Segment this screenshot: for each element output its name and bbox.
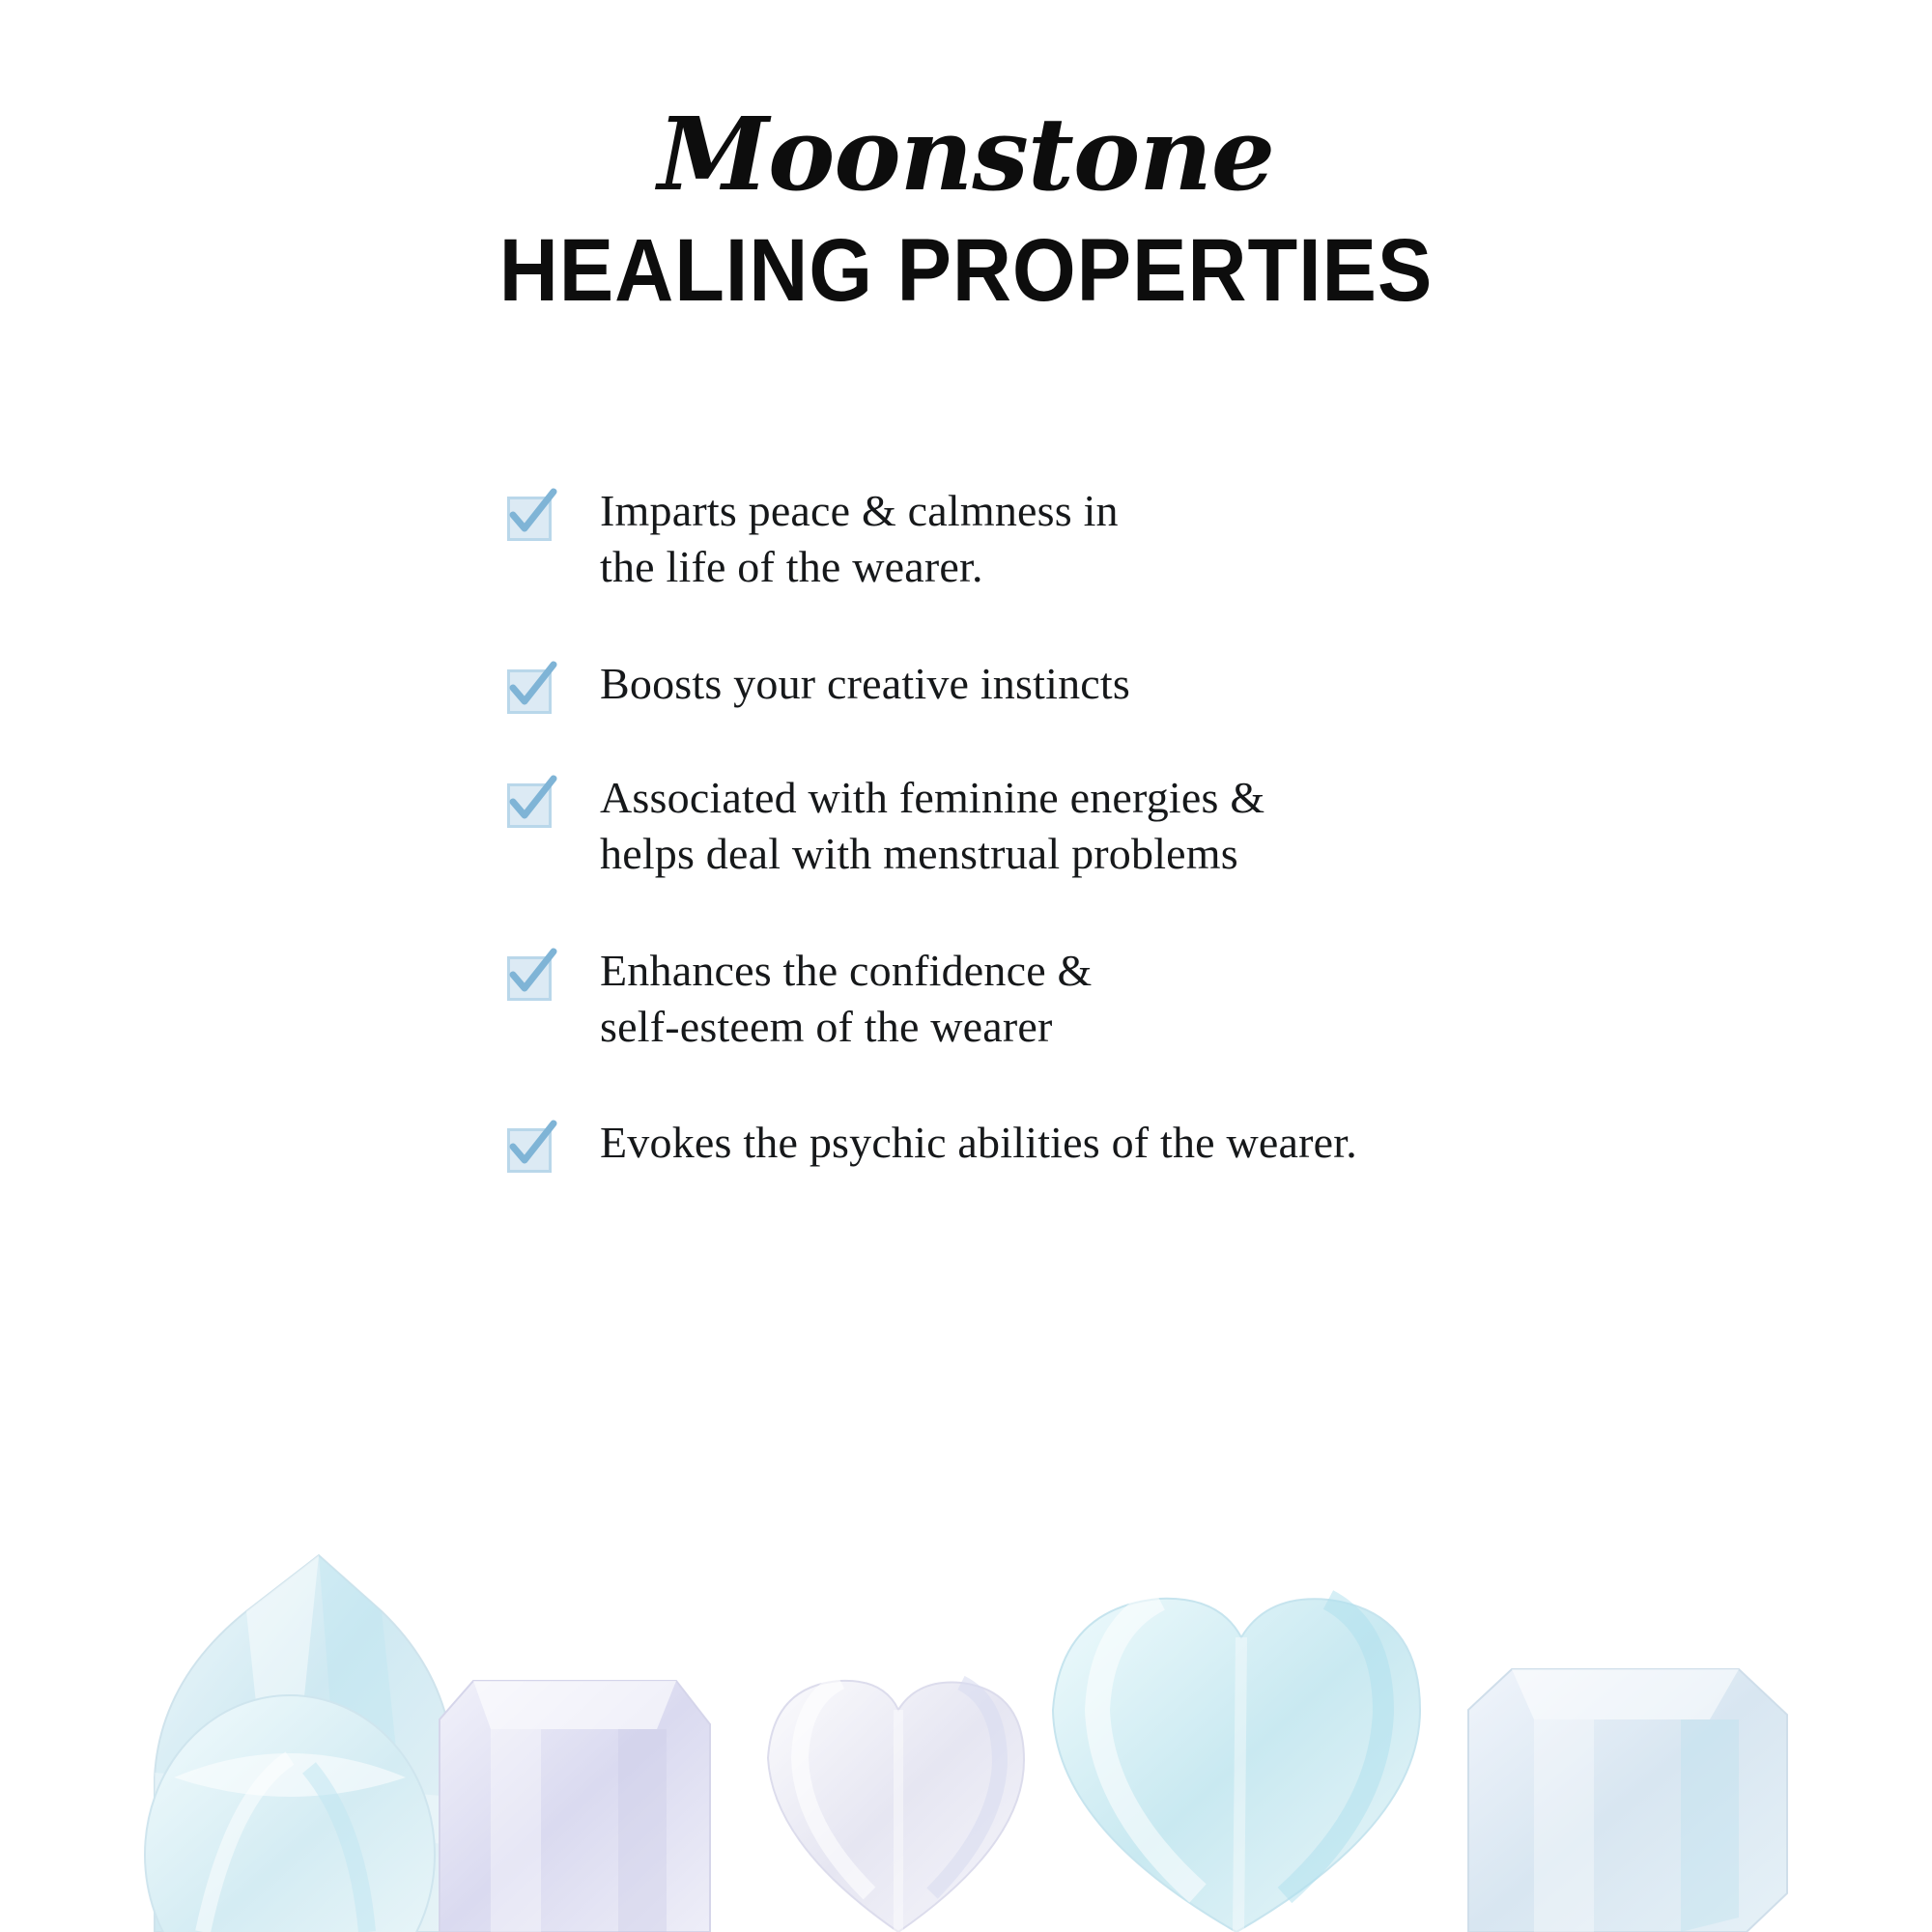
list-item-text: [600, 1115, 1357, 1171]
list-item-text: [600, 483, 1119, 596]
list-item-text: [600, 656, 1130, 712]
list-item-line: Boosts your creative instincts: [600, 658, 1130, 708]
cushion-cut-stone: [1468, 1669, 1787, 1932]
list-item: [507, 483, 1570, 596]
checkbox-checked-icon: [507, 783, 552, 828]
checkbox-checked-icon: [507, 956, 552, 1001]
list-item-line: Enhances the confidence &: [600, 945, 1093, 995]
list-item-line: Associated with feminine energies &: [600, 772, 1265, 822]
checkbox-checked-icon: [507, 1128, 552, 1173]
page-header: [0, 0, 1932, 320]
page-title-script: Moonstone: [657, 95, 1275, 213]
moonstone-gemstones-illustration: [0, 1391, 1932, 1932]
page-title-main: HEALING PROPERTIES: [498, 221, 1434, 320]
list-item-line: Evokes the psychic abilities of the wearer.: [600, 1118, 1357, 1168]
checkbox-checked-icon: [507, 669, 552, 714]
list-item-line: Imparts peace & calmness in: [600, 486, 1119, 535]
heart-cut-stone: [768, 1681, 1024, 1932]
list-item: [507, 943, 1570, 1056]
list-item-text: [600, 943, 1093, 1056]
emerald-cut-stone: [440, 1681, 710, 1932]
checkbox-checked-icon: [507, 497, 552, 541]
list-item: [507, 770, 1570, 883]
list-item-line: self-esteem of the wearer: [600, 1002, 1053, 1052]
healing-properties-list: [507, 483, 1570, 1229]
list-item-line: helps deal with menstrual problems: [600, 829, 1238, 879]
list-item-text: [600, 770, 1264, 883]
heart-cut-stone-large: [1053, 1599, 1420, 1932]
list-item: [507, 1115, 1570, 1173]
list-item: [507, 656, 1570, 714]
list-item-line: the life of the wearer.: [600, 542, 983, 592]
